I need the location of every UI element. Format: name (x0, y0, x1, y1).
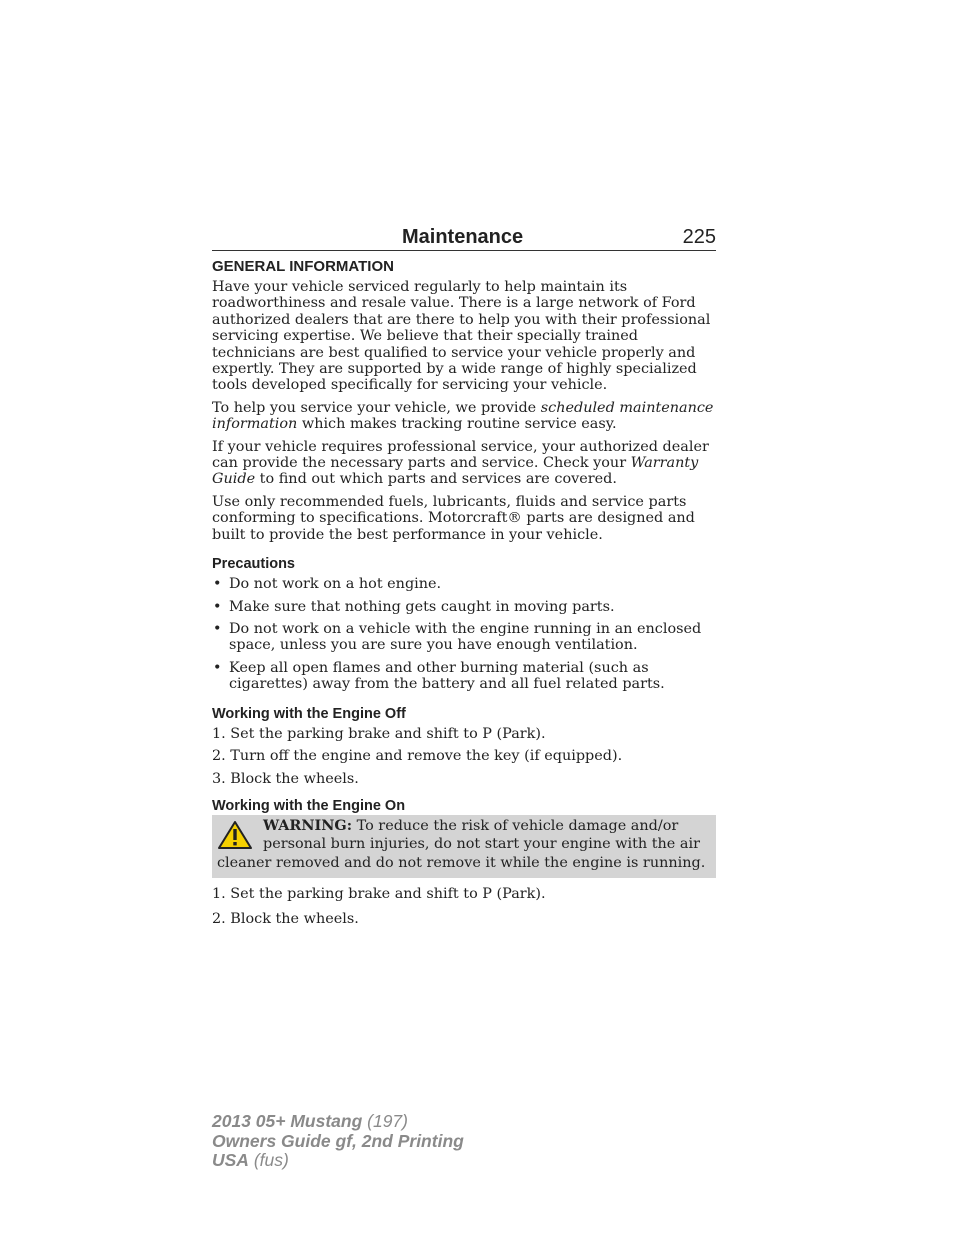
text-run: to find out which parts and services are covered. (255, 471, 617, 488)
list-item (212, 599, 716, 615)
list-item (212, 621, 716, 654)
general-paragraph-2 (212, 400, 716, 433)
list-item-text: Make sure that nothing gets caught in moving parts. (229, 598, 615, 615)
engine-off-steps (212, 726, 716, 788)
warning-triangle-icon (217, 820, 253, 850)
warning-label: WARNING: (263, 816, 353, 834)
precautions-list (212, 576, 716, 692)
bullet: • (213, 620, 222, 637)
footer-region: USA (212, 1150, 249, 1170)
engine-off-heading: Working with the Engine Off (212, 705, 406, 722)
list-item (212, 660, 716, 693)
warning-body: To reduce the risk of vehicle damage and/or personal burn injuries, do not start your engine with the air cleaner removed and do not remove it while the engine is running. (217, 817, 706, 871)
warning-box (212, 815, 716, 879)
footer-guide: Owners Guide gf, 2nd Printing (212, 1130, 464, 1151)
page-number: 225 (682, 226, 716, 248)
step-item: 2. Turn off the engine and remove the key (if equipped). (212, 748, 623, 765)
footer-line-1 (212, 1112, 464, 1132)
text-run: To help you service your vehicle, we provide (212, 399, 541, 416)
step-item: 3. Block the wheels. (212, 771, 359, 788)
engine-on-steps (212, 886, 716, 927)
list-item (212, 576, 716, 592)
footer-model: 2013 05+ Mustang (212, 1111, 363, 1131)
warning-text (217, 817, 712, 873)
precautions-heading: Precautions (212, 556, 295, 573)
bullet: • (213, 659, 222, 676)
footer-region-code: (fus) (248, 1150, 289, 1170)
bullet: • (213, 576, 222, 593)
footer-model-code: (197) (362, 1111, 408, 1131)
general-information-heading: GENERAL INFORMATION (212, 258, 394, 275)
step-item: 1. Set the parking brake and shift to P (Park). (212, 886, 546, 903)
general-paragraph-4: Use only recommended fuels, lubricants, fluids and service parts conforming to specifications. Motorcraft® parts are designed and built to provide the best performance in your vehicle. (212, 493, 695, 543)
text-run: which makes tracking routine service easy. (297, 416, 617, 433)
general-paragraph-3 (212, 439, 716, 488)
manual-page (212, 226, 716, 934)
emphasis-text: scheduled maintenance information (212, 399, 714, 433)
page-footer (212, 1112, 464, 1171)
page-header (212, 226, 716, 251)
list-item-text: Do not work on a hot engine. (229, 576, 442, 593)
footer-line-2 (212, 1132, 464, 1152)
list-item-text: Do not work on a vehicle with the engine running in an enclosed space, unless you are sure you have enough ventilation. (229, 620, 702, 654)
list-item-text: Keep all open flames and other burning material (such as cigarettes) away from the battery and all fuel related parts. (229, 659, 665, 693)
section-title: Maintenance (402, 226, 524, 248)
text-run: If your vehicle requires professional service, your authorized dealer can provide the necessary parts and service. Check your (212, 438, 709, 472)
general-paragraph-1: Have your vehicle serviced regularly to help maintain its roadworthiness and resale value. There is a large network of Ford authorized dealers that are there to help you with their professional servicing expertise. We believe that their specially trained technicians are best qualified to service your vehicle properly and expertly. They are supported by a wide range of highly specialized tools developed specifically for servicing your vehicle. (212, 279, 711, 394)
step-item: 1. Set the parking brake and shift to P (Park). (212, 725, 546, 742)
emphasis-text: Warranty Guide (212, 455, 699, 488)
step-item: 2. Block the wheels. (212, 910, 359, 927)
bullet: • (213, 598, 222, 615)
engine-on-heading: Working with the Engine On (212, 797, 406, 814)
footer-line-3 (212, 1151, 464, 1171)
